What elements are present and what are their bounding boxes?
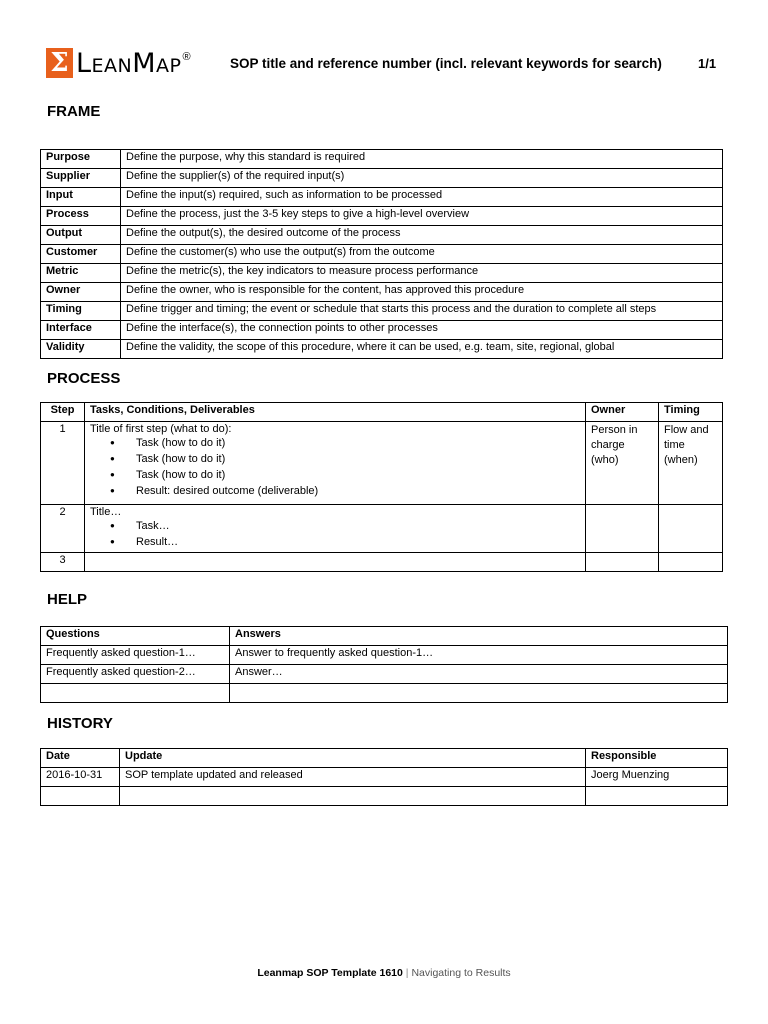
frame-label: Timing: [41, 302, 121, 321]
frame-heading: FRAME: [47, 103, 101, 120]
answer-cell: Answer to frequently asked question-1…: [230, 646, 728, 665]
col-header-responsible: Responsible: [586, 749, 728, 768]
frame-text: Define the purpose, why this standard is required: [121, 150, 723, 169]
footer-separator: |: [405, 967, 409, 979]
table-row: [41, 150, 723, 169]
table-row: [41, 646, 728, 665]
answer-cell: Answer…: [230, 665, 728, 684]
update-cell: SOP template updated and released: [120, 768, 586, 787]
footer-template-name: Leanmap SOP Template 1610: [257, 967, 403, 979]
update-cell: [120, 787, 586, 806]
table-header-row: [41, 749, 728, 768]
step-tasks: [85, 553, 586, 572]
col-header-owner: Owner: [586, 403, 659, 422]
frame-text: Define the process, just the 3-5 key steps to give a high-level overview: [121, 207, 723, 226]
table-row: [41, 505, 723, 553]
table-row: [41, 302, 723, 321]
frame-label: Metric: [41, 264, 121, 283]
table-row: [41, 665, 728, 684]
table-row: [41, 245, 723, 264]
table-row: [41, 553, 723, 572]
question-cell: Frequently asked question-1…: [41, 646, 230, 665]
step-timing: Flow and time (when): [659, 422, 723, 505]
footer-tagline: Navigating to Results: [411, 967, 511, 979]
frame-text: Define the metric(s), the key indicators to measure process performance: [121, 264, 723, 283]
table-row: [41, 188, 723, 207]
step-timing: [659, 553, 723, 572]
help-heading: HELP: [47, 591, 88, 608]
frame-text: Define the interface(s), the connection points to other processes: [121, 321, 723, 340]
process-table: [40, 402, 723, 572]
frame-label: Customer: [41, 245, 121, 264]
page-number: 1/1: [698, 56, 717, 71]
logo-text: LeanMap: [76, 47, 182, 79]
table-row: [41, 264, 723, 283]
answer-cell: [230, 684, 728, 703]
responsible-cell: Joerg Muenzing: [586, 768, 728, 787]
task-list: [90, 518, 580, 550]
table-row: [41, 283, 723, 302]
step-number: 3: [41, 553, 85, 572]
step-timing: [659, 505, 723, 553]
task-list: [90, 435, 580, 499]
step-tasks: [85, 422, 586, 505]
frame-text: Define the supplier(s) of the required input(s): [121, 169, 723, 188]
responsible-cell: [586, 787, 728, 806]
date-cell: [41, 787, 120, 806]
task-item: ● Task (how to do it): [110, 451, 580, 467]
frame-label: Interface: [41, 321, 121, 340]
task-item: ● Task (how to do it): [110, 467, 580, 483]
table-row: [41, 207, 723, 226]
task-item: ● Task…: [110, 518, 580, 534]
frame-label: Purpose: [41, 150, 121, 169]
help-table: [40, 626, 728, 703]
frame-label: Owner: [41, 283, 121, 302]
sigma-logo-icon: Σ: [46, 48, 73, 78]
frame-text: Define the output(s), the desired outcome of the process: [121, 226, 723, 245]
col-header-update: Update: [120, 749, 586, 768]
frame-label: Process: [41, 207, 121, 226]
frame-text: Define the validity, the scope of this procedure, where it can be used, e.g. team, site, regional, global: [121, 340, 723, 359]
frame-label: Output: [41, 226, 121, 245]
table-row: [41, 422, 723, 505]
frame-label: Validity: [41, 340, 121, 359]
page-footer: [0, 967, 768, 979]
task-item: ● Result…: [110, 534, 580, 550]
process-heading: PROCESS: [47, 370, 121, 387]
step-number: 2: [41, 505, 85, 553]
col-header-tasks: Tasks, Conditions, Deliverables: [85, 403, 586, 422]
date-cell: 2016-10-31: [41, 768, 120, 787]
table-row: [41, 684, 728, 703]
col-header-answers: Answers: [230, 627, 728, 646]
leanmap-logo: [46, 48, 191, 78]
history-heading: HISTORY: [47, 715, 113, 732]
question-cell: Frequently asked question-2…: [41, 665, 230, 684]
table-row: [41, 226, 723, 245]
registered-mark: ®: [182, 51, 191, 63]
question-cell: [41, 684, 230, 703]
table-row: [41, 169, 723, 188]
table-header-row: [41, 627, 728, 646]
document-title: SOP title and reference number (incl. relevant keywords for search): [230, 56, 662, 71]
step-title: Title…: [90, 506, 122, 518]
history-table: [40, 748, 728, 806]
table-row: [41, 787, 728, 806]
frame-label: Supplier: [41, 169, 121, 188]
step-title: Title of first step (what to do):: [90, 423, 232, 435]
frame-table: [40, 149, 723, 359]
table-row: [41, 768, 728, 787]
col-header-date: Date: [41, 749, 120, 768]
col-header-step: Step: [41, 403, 85, 422]
task-item: ● Task (how to do it): [110, 435, 580, 451]
frame-text: Define the owner, who is responsible for the content, has approved this procedure: [121, 283, 723, 302]
step-tasks: [85, 505, 586, 553]
frame-label: Input: [41, 188, 121, 207]
frame-text: Define the input(s) required, such as information to be processed: [121, 188, 723, 207]
frame-text: Define the customer(s) who use the output(s) from the outcome: [121, 245, 723, 264]
frame-text: Define trigger and timing; the event or schedule that starts this process and the duration to complete all steps: [121, 302, 723, 321]
table-header-row: [41, 403, 723, 422]
table-row: [41, 340, 723, 359]
col-header-timing: Timing: [659, 403, 723, 422]
step-owner: [586, 553, 659, 572]
step-owner: Person in charge (who): [586, 422, 659, 505]
task-item: ● Result: desired outcome (deliverable): [110, 483, 580, 499]
col-header-questions: Questions: [41, 627, 230, 646]
table-row: [41, 321, 723, 340]
step-owner: [586, 505, 659, 553]
step-number: 1: [41, 422, 85, 505]
